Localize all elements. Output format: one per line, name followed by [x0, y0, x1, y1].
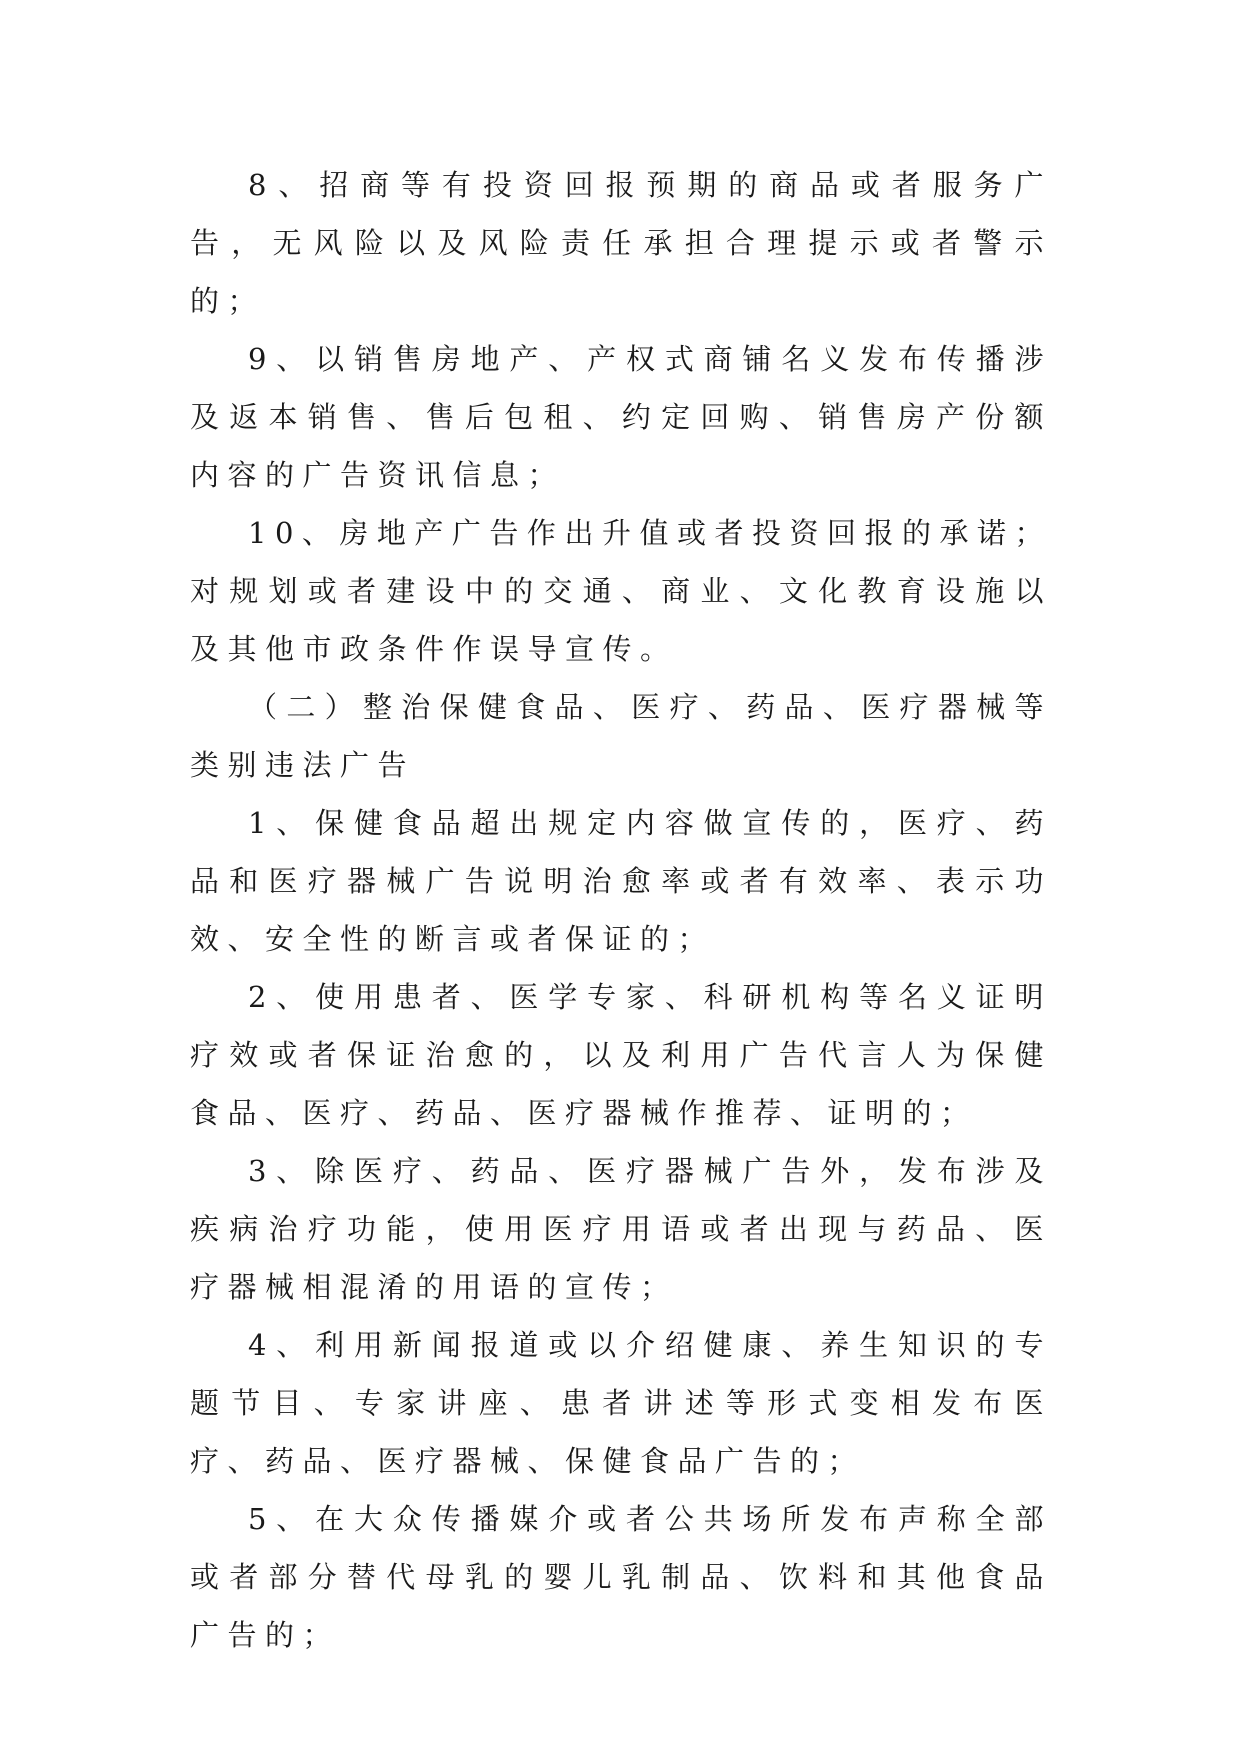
section-heading: （二）整治保健食品、医疗、药品、医疗器械等类别违法广告 [190, 690, 1052, 782]
paragraph-item-1: 1、保健食品超出规定内容做宣传的，医疗、药品和医疗器械广告说明治愈率或者有效率、表示功效、安全性的断言或者保证的； [190, 806, 1052, 956]
paragraph-item-9: 9、以销售房地产、产权式商铺名义发布传播涉及返本销售、售后包租、约定回购、销售房产份额内容的广告资讯信息； [190, 342, 1052, 492]
paragraph-item-3: 3、除医疗、药品、医疗器械广告外，发布涉及疾病治疗功能，使用医疗用语或者出现与药品、医疗器械相混淆的用语的宣传； [190, 1154, 1052, 1304]
paragraph-item-5: 5、在大众传播媒介或者公共场所发布声称全部或者部分替代母乳的婴儿乳制品、饮料和其他食品广告的； [190, 1502, 1052, 1652]
paragraph-item-8: 8、招商等有投资回报预期的商品或者服务广告，无风险以及风险责任承担合理提示或者警示的； [190, 168, 1052, 318]
paragraph-item-2: 2、使用患者、医学专家、科研机构等名义证明疗效或者保证治愈的，以及利用广告代言人为保健食品、医疗、药品、医疗器械作推荐、证明的； [190, 980, 1052, 1130]
paragraph-item-10: 10、房地产广告作出升值或者投资回报的承诺；对规划或者建设中的交通、商业、文化教育设施以及其他市政条件作误导宣传。 [190, 516, 1052, 666]
paragraph-item-4: 4、利用新闻报道或以介绍健康、养生知识的专题节目、专家讲座、患者讲述等形式变相发布医疗、药品、医疗器械、保健食品广告的； [190, 1328, 1052, 1478]
document-page [190, 156, 1052, 1664]
